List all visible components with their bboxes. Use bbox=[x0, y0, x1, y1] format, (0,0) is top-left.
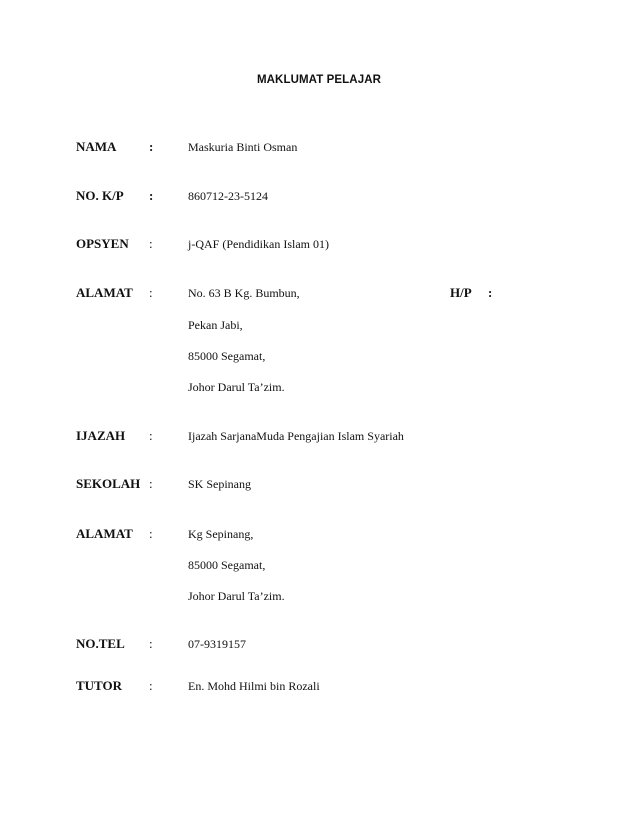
address-line-row bbox=[0, 315, 638, 335]
address-line-row bbox=[0, 555, 638, 575]
address-line-row bbox=[0, 346, 638, 366]
page-title: MAKLUMAT PELAJAR bbox=[256, 74, 382, 86]
field-label-alamat: ALAMAT bbox=[76, 285, 133, 300]
field-value-nama: Maskuria Binti Osman bbox=[188, 140, 298, 154]
field-row-alamat-sekolah bbox=[0, 524, 638, 544]
field-row-ijazah bbox=[0, 426, 638, 446]
field-colon: : bbox=[149, 188, 154, 203]
field-row-nama bbox=[0, 137, 638, 157]
field-colon: : bbox=[149, 526, 153, 541]
field-label-alamat-sekolah: ALAMAT bbox=[76, 526, 133, 541]
field-label-hp: H/P bbox=[450, 285, 472, 300]
field-value-ijazah: Ijazah SarjanaMuda Pengajian Islam Syariah bbox=[188, 429, 404, 443]
address-line-row bbox=[0, 377, 638, 397]
field-colon: : bbox=[149, 139, 154, 154]
field-colon: : bbox=[488, 285, 493, 300]
address-line: Johor Darul Ta’zim. bbox=[188, 380, 285, 394]
field-label-ijazah: IJAZAH bbox=[76, 428, 126, 443]
field-label-nokp: NO. K/P bbox=[76, 188, 124, 203]
field-label-sekolah: SEKOLAH bbox=[76, 476, 141, 491]
address-line: 85000 Segamat, bbox=[188, 349, 266, 363]
field-row-alamat bbox=[0, 283, 638, 303]
field-value-notel: 07-9319157 bbox=[188, 637, 246, 651]
field-row-notel bbox=[0, 634, 638, 654]
address-line: Kg Sepinang, bbox=[188, 527, 254, 541]
field-row-opsyen bbox=[0, 234, 638, 254]
field-colon: : bbox=[149, 636, 153, 651]
field-label-tutor: TUTOR bbox=[76, 678, 122, 693]
field-label-nama: NAMA bbox=[76, 139, 117, 154]
address-line: Pekan Jabi, bbox=[188, 318, 243, 332]
field-colon: : bbox=[149, 476, 153, 491]
field-label-opsyen: OPSYEN bbox=[76, 236, 129, 251]
field-label-notel: NO.TEL bbox=[76, 636, 125, 651]
field-value-tutor: En. Mohd Hilmi bin Rozali bbox=[188, 679, 320, 693]
field-value-opsyen: j-QAF (Pendidikan Islam 01) bbox=[188, 237, 329, 251]
field-colon: : bbox=[149, 428, 153, 443]
address-line: 85000 Segamat, bbox=[188, 558, 266, 572]
field-row-sekolah bbox=[0, 474, 638, 494]
field-colon: : bbox=[149, 236, 153, 251]
field-colon: : bbox=[149, 285, 153, 300]
address-line: No. 63 B Kg. Bumbun, bbox=[188, 286, 300, 300]
field-row-tutor bbox=[0, 676, 638, 696]
address-line: Johor Darul Ta’zim. bbox=[188, 589, 285, 603]
address-line-row bbox=[0, 586, 638, 606]
field-value-nokp: 860712-23-5124 bbox=[188, 189, 268, 203]
field-colon: : bbox=[149, 678, 153, 693]
field-value-sekolah: SK Sepinang bbox=[188, 477, 251, 491]
field-row-nokp bbox=[0, 186, 638, 206]
